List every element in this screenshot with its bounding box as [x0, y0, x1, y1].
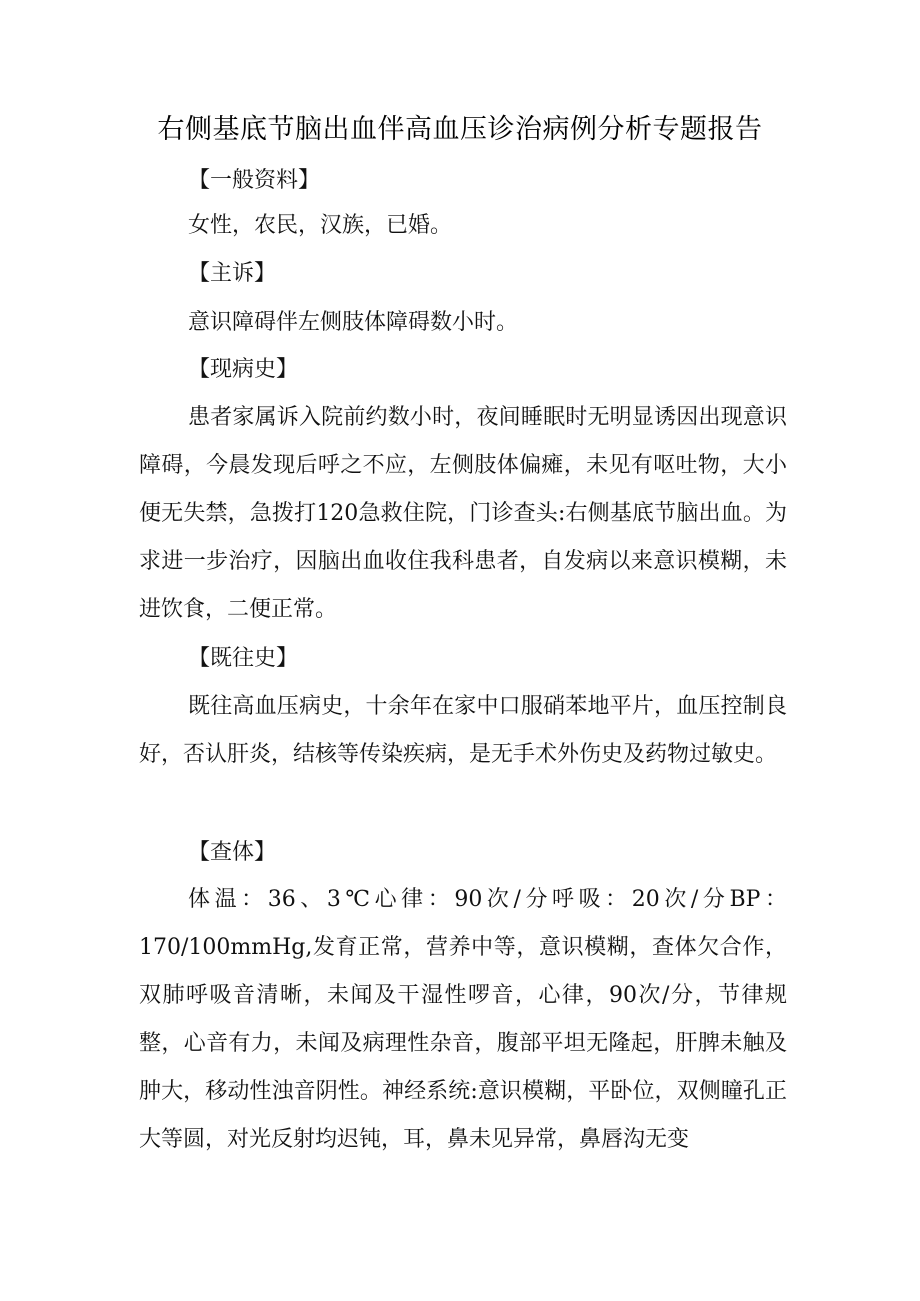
- section-text-chief-complaint: 意识障碍伴左侧肢体障碍数小时。: [188, 310, 519, 335]
- section-text-general: 女性，农民，汉族，已婚。: [188, 213, 453, 238]
- section-text-physical-exam: 体温：36、3℃心律：90次/分呼吸：20次/分BP：170/100mmHg,发育正常，营养中等，意识模糊，查体欠合作，双肺呼吸音清晰，未闻及干湿性啰音，心律，90次/分，节律规整，心音有力，未闻及病理性杂音，腹部平坦无隆起，肝脾未触及肿大，移动性浊音阴性。神经系统:意识模糊，平卧位，双侧瞳孔正大等圆，对光反射均迟钝，耳，鼻未见异常，鼻唇沟无变: [139, 887, 787, 1152]
- section-heading-present-illness: 【现病史】: [188, 357, 299, 382]
- section-heading-past-history: 【既往史】: [188, 646, 299, 671]
- section-heading-chief-complaint: 【主诉】: [188, 261, 277, 286]
- document-title: 右侧基底节脑出血伴高血压诊治病例分析专题报告: [157, 114, 763, 145]
- section-text-present-illness: 患者家属诉入院前约数小时，夜间睡眠时无明显诱因出现意识障碍，今晨发现后呼之不应，左侧肢体偏瘫，未见有呕吐物，大小便无失禁，急拨打120急救住院，门诊查头:右侧基底节脑出血。为求进一步治疗，因脑出血收住我科患者，自发病以来意识模糊，未进饮食，二便正常。: [139, 405, 787, 622]
- section-heading-physical-exam: 【查体】: [188, 840, 277, 865]
- section-text-past-history: 既往高血压病史，十余年在家中口服硝苯地平片，血压控制良好，否认肝炎，结核等传染疾病，是无手术外伤史及药物过敏史。: [139, 694, 787, 767]
- section-heading-general: 【一般资料】: [188, 168, 321, 193]
